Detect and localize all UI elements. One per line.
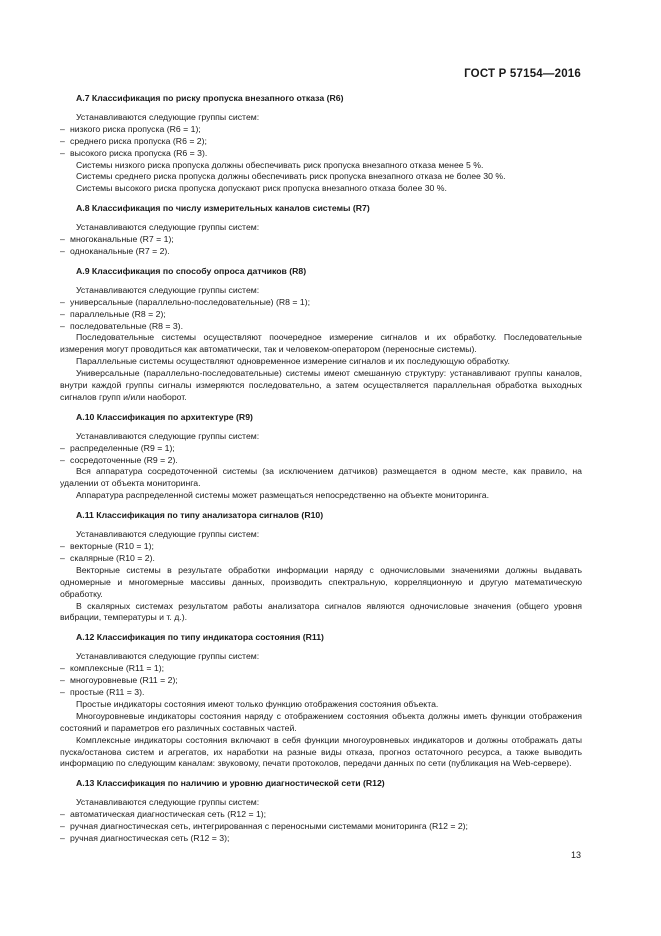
list-item xyxy=(60,809,582,821)
list-item-text: параллельные (R8 = 2); xyxy=(70,308,166,319)
list-item xyxy=(60,124,582,136)
paragraph-text: Устанавливаются следующие группы систем: xyxy=(76,111,260,122)
list-item xyxy=(60,833,582,845)
section-heading xyxy=(60,632,582,644)
page-number: 13 xyxy=(570,850,581,860)
list-dash: – xyxy=(60,234,65,245)
paragraph xyxy=(60,285,582,297)
list-dash: – xyxy=(60,663,65,674)
paragraph-text: Устанавливаются следующие группы систем: xyxy=(76,529,260,540)
section-heading xyxy=(60,510,582,522)
list-item xyxy=(60,148,582,160)
list-item-text: автоматическая диагностическая сеть (R12 = 1); xyxy=(70,809,267,820)
list-item xyxy=(60,234,582,246)
list-dash: – xyxy=(60,454,65,465)
paragraph-text: Параллельные системы осуществляют одновременное измерение сигналов и их последующую обработку. xyxy=(76,356,510,367)
list-item-text: комплексные (R11 = 1); xyxy=(70,663,165,674)
list-item xyxy=(60,675,582,687)
list-item-text: ручная диагностическая сеть, интегрированная с переносными системами мониторинга (R12 = 2); xyxy=(70,821,468,832)
paragraph xyxy=(60,171,582,183)
list-item-text: векторные (R10 = 1); xyxy=(70,541,154,551)
paragraph xyxy=(60,651,582,663)
paragraph xyxy=(60,797,582,809)
list-dash: – xyxy=(60,123,65,134)
list-item xyxy=(60,321,582,333)
list-item-text: скалярные (R10 = 2). xyxy=(70,552,155,563)
list-item xyxy=(60,541,582,553)
paragraph xyxy=(60,183,582,195)
section-heading xyxy=(60,778,582,790)
paragraph-text: Простые индикаторы состояния имеют только функцию отображения состояния объекта. xyxy=(76,698,439,709)
list-dash: – xyxy=(60,686,65,697)
section-heading-text: А.7 Классификация по риску пропуска внезапного отказа (R6) xyxy=(76,93,344,103)
paragraph-text: Векторные системы в результате обработки информации наряду с одночисловыми значениями должны выдавать одномерные и многомерные массивы данных, производить спектральную, корреляционную и другую математическую обработку. xyxy=(60,564,582,599)
list-item-text: одноканальные (R7 = 2). xyxy=(70,245,170,256)
list-item-text: распределенные (R9 = 1); xyxy=(70,442,175,453)
paragraph xyxy=(60,490,582,502)
section-heading xyxy=(60,266,582,278)
paragraph xyxy=(60,112,582,124)
list-dash: – xyxy=(60,832,65,843)
list-item-text: последовательные (R8 = 3). xyxy=(70,320,183,331)
list-dash: – xyxy=(60,147,65,158)
list-dash: – xyxy=(60,296,65,307)
list-item xyxy=(60,663,582,675)
paragraph-text: Универсальные (параллельно-последовательные) системы имеют смешанную структуру: устанавливают группы каналов, внутри каждой группы сигналы измеряются последовательно, а затем осуществляется параллельная обработка выходных сигналов групп и/или наоборот. xyxy=(60,368,582,402)
section-heading xyxy=(60,203,582,215)
list-dash: – xyxy=(60,442,65,453)
paragraph xyxy=(60,711,582,735)
paragraph-text: Устанавливаются следующие группы систем: xyxy=(76,797,260,808)
paragraph-text: Устанавливаются следующие группы систем: xyxy=(76,430,260,441)
list-dash: – xyxy=(60,135,65,146)
section-heading-text: А.8 Классификация по числу измерительных каналов системы (R7) xyxy=(76,203,370,214)
list-item-text: универсальные (параллельно-последовательные) (R8 = 1); xyxy=(70,296,311,307)
list-item-text: среднего риска пропуска (R6 = 2); xyxy=(70,135,207,146)
section-heading-text: А.9 Классификация по способу опроса датчиков (R8) xyxy=(76,265,307,276)
paragraph xyxy=(60,222,582,234)
paragraph-text: Устанавливаются следующие группы систем: xyxy=(76,651,260,662)
section-heading xyxy=(60,412,582,424)
paragraph-text: Аппаратура распределенной системы может размещаться непосредственно на объекте мониторинга. xyxy=(76,490,490,501)
list-item-text: сосредоточенные (R9 = 2). xyxy=(70,454,178,465)
paragraph-text: Системы высокого риска пропуска допускают риск пропуска внезапного отказа более 30 %. xyxy=(76,183,447,194)
list-dash: – xyxy=(60,675,65,686)
paragraph xyxy=(60,160,582,172)
paragraph xyxy=(60,735,582,771)
list-item xyxy=(60,443,582,455)
paragraph-text: Устанавливаются следующие группы систем: xyxy=(76,222,260,233)
list-item xyxy=(60,687,582,699)
list-item-text: многоуровневые (R11 = 2); xyxy=(70,675,178,686)
list-item-text: высокого риска пропуска (R6 = 3). xyxy=(70,147,208,158)
list-item xyxy=(60,553,582,565)
paragraph xyxy=(60,368,582,404)
paragraph-text: Многоуровневые индикаторы состояния наряду с отображением состояния объекта должны иметь функции отображения состояний и параметров его различных составных частей. xyxy=(60,710,582,733)
list-dash: – xyxy=(60,308,65,319)
paragraph-text: Вся аппаратура сосредоточенной системы (за исключением датчиков) размещается в одном месте, как правило, на удалении от объекта мониторинга. xyxy=(60,466,582,489)
section-heading-text: А.10 Классификация по архитектуре (R9) xyxy=(76,411,253,422)
paragraph xyxy=(60,529,582,541)
list-item xyxy=(60,821,582,833)
paragraph-text: Последовательные системы осуществляют поочередное измерение сигналов и их обработку. Последовательные измерения могут проводиться как автоматически, так и человеком-оператором (переносные системы). xyxy=(60,332,582,355)
paragraph-text: В скалярных системах результатом работы анализатора сигналов являются одночисловые значения (общего уровня вибрации, температуры и т. д.). xyxy=(60,600,582,623)
paragraph xyxy=(60,565,582,601)
list-item xyxy=(60,297,582,309)
paragraph xyxy=(60,431,582,443)
section-heading xyxy=(60,93,582,105)
paragraph-text: Системы среднего риска пропуска должны обеспечивать риск пропуска внезапного отказа не более 30 %. xyxy=(76,171,506,182)
list-item xyxy=(60,136,582,148)
paragraph xyxy=(60,332,582,356)
list-item-text: многоканальные (R7 = 1); xyxy=(70,234,174,245)
section-heading-text: А.11 Классификация по типу анализатора сигналов (R10) xyxy=(76,510,324,521)
list-item xyxy=(60,309,582,321)
list-item-text: низкого риска пропуска (R6 = 1); xyxy=(70,123,201,134)
paragraph xyxy=(60,356,582,368)
list-dash: – xyxy=(60,541,65,551)
list-dash: – xyxy=(60,320,65,331)
list-dash: – xyxy=(60,809,65,820)
paragraph xyxy=(60,699,582,711)
document-body xyxy=(60,93,582,845)
paragraph xyxy=(60,466,582,490)
paragraph xyxy=(60,601,582,625)
list-item-text: простые (R11 = 3). xyxy=(70,686,145,697)
document-header: ГОСТ Р 57154—2016 xyxy=(464,68,581,80)
list-item xyxy=(60,455,582,467)
section-heading-text: А.12 Классификация по типу индикатора состояния (R11) xyxy=(76,632,324,643)
list-dash: – xyxy=(60,245,65,256)
paragraph-text: Устанавливаются следующие группы систем: xyxy=(76,284,260,295)
paragraph-text: Комплексные индикаторы состояния включают в себя функции многоуровневых индикаторов и должны отображать даты пуска/останова систем и агрегатов, их наработки на разные виды отказа, прогноз остаточного ресурса, а также выводить информацию по следующим каналам: звуковому, печати протоколов, передачи данных по сети (публикация на Web-сервере). xyxy=(60,734,582,769)
list-item xyxy=(60,246,582,258)
list-dash: – xyxy=(60,552,65,563)
section-heading-text: А.13 Классификация по наличию и уровню диагностической сети (R12) xyxy=(76,778,385,789)
list-item-text: ручная диагностическая сеть (R12 = 3); xyxy=(70,832,230,843)
paragraph-text: Системы низкого риска пропуска должны обеспечивать риск пропуска внезапного отказа менее 5 %. xyxy=(76,159,484,170)
list-dash: – xyxy=(60,821,65,832)
